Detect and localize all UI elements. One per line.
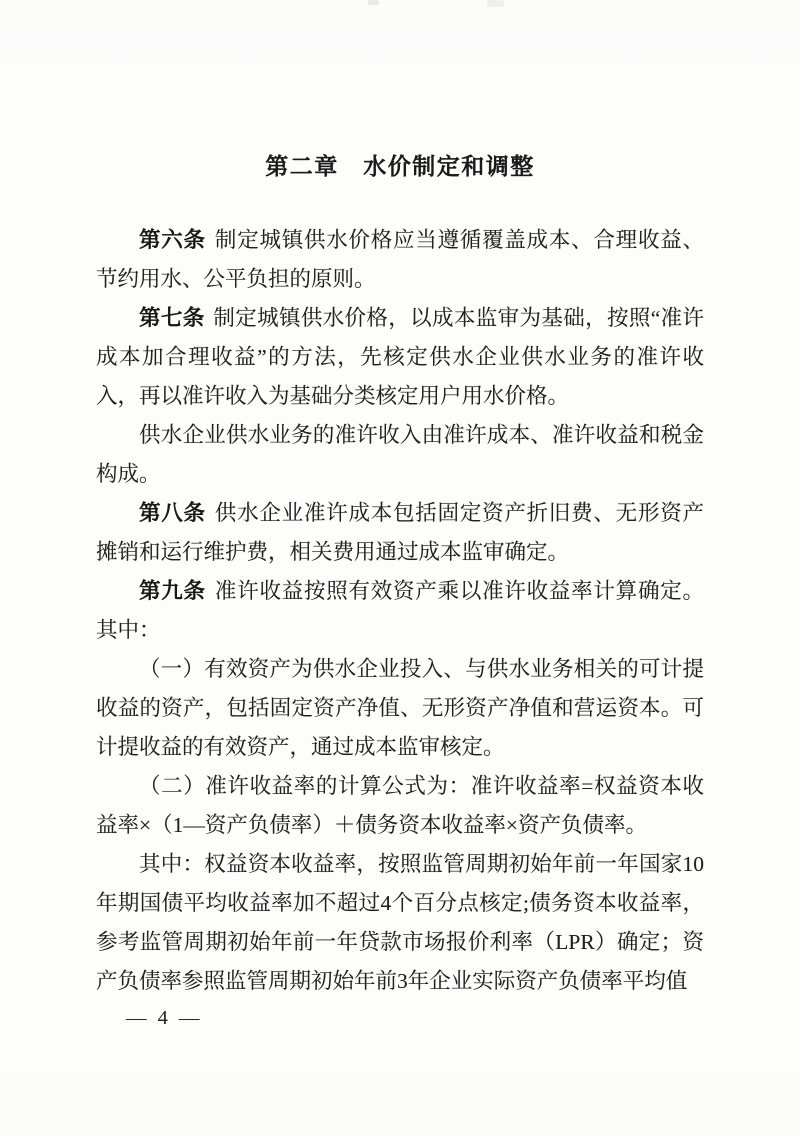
paragraph-article-7 [96, 299, 704, 416]
item-1-text: （一）有效资产为供水企业投入、与供水业务相关的可计提收益的资产，包括固定资产净值、无形资产净值和营运资本。可计提收益的有效资产，通过成本监审核定。 [96, 657, 704, 759]
paragraph-article-8 [96, 494, 704, 572]
scan-artifact [368, 0, 379, 5]
paragraph-article-6 [96, 221, 704, 299]
paragraph-article-9 [96, 572, 704, 650]
article-9-text: 准许收益按照有效资产乘以准许收益率计算确定。其中： [96, 579, 704, 642]
article-6-text: 制定城镇供水价格应当遵循覆盖成本、合理收益、节约用水、公平负担的原则。 [96, 228, 704, 291]
paragraph-permitted-revenue [96, 416, 704, 494]
article-7-text: 制定城镇供水价格，以成本监审为基础，按照“准许成本加合理收益”的方法，先核定供水企业供水业务的准许收入，再以准许收入为基础分类核定用户用水价格。 [96, 306, 704, 408]
chapter-title: 第二章 水价制定和调整 [265, 153, 535, 179]
page-number: — 4 — [126, 1007, 203, 1029]
article-6-label: 第六条 [139, 228, 206, 252]
rate-details-text: 其中：权益资本收益率，按照监管周期初始年前一年国家10年期国债平均收益率加不超过4个百分点核定;债务资本收益率，参考监管周期初始年前一年贷款市场报价利率（LPR）确定；资产负债率参照监管周期初始年前3年企业实际资产负债率平均值 [96, 852, 704, 993]
paragraph-item-1 [96, 650, 704, 767]
article-9-label: 第九条 [139, 579, 206, 603]
article-7-label: 第七条 [139, 306, 205, 330]
permitted-revenue-text: 供水企业供水业务的准许收入由准许成本、准许收益和税金构成。 [96, 423, 704, 486]
document-body [96, 221, 704, 1001]
article-8-label: 第八条 [139, 501, 206, 525]
scan-artifact [487, 0, 504, 7]
paragraph-item-2 [96, 767, 704, 845]
article-8-text: 供水企业准许成本包括固定资产折旧费、无形资产摊销和运行维护费，相关费用通过成本监审确定。 [96, 501, 704, 564]
paragraph-rate-details [96, 845, 704, 1001]
item-2-text: （二）准许收益率的计算公式为：准许收益率=权益资本收益率×（1—资产负债率）＋债务资本收益率×资产负债率。 [96, 774, 704, 837]
